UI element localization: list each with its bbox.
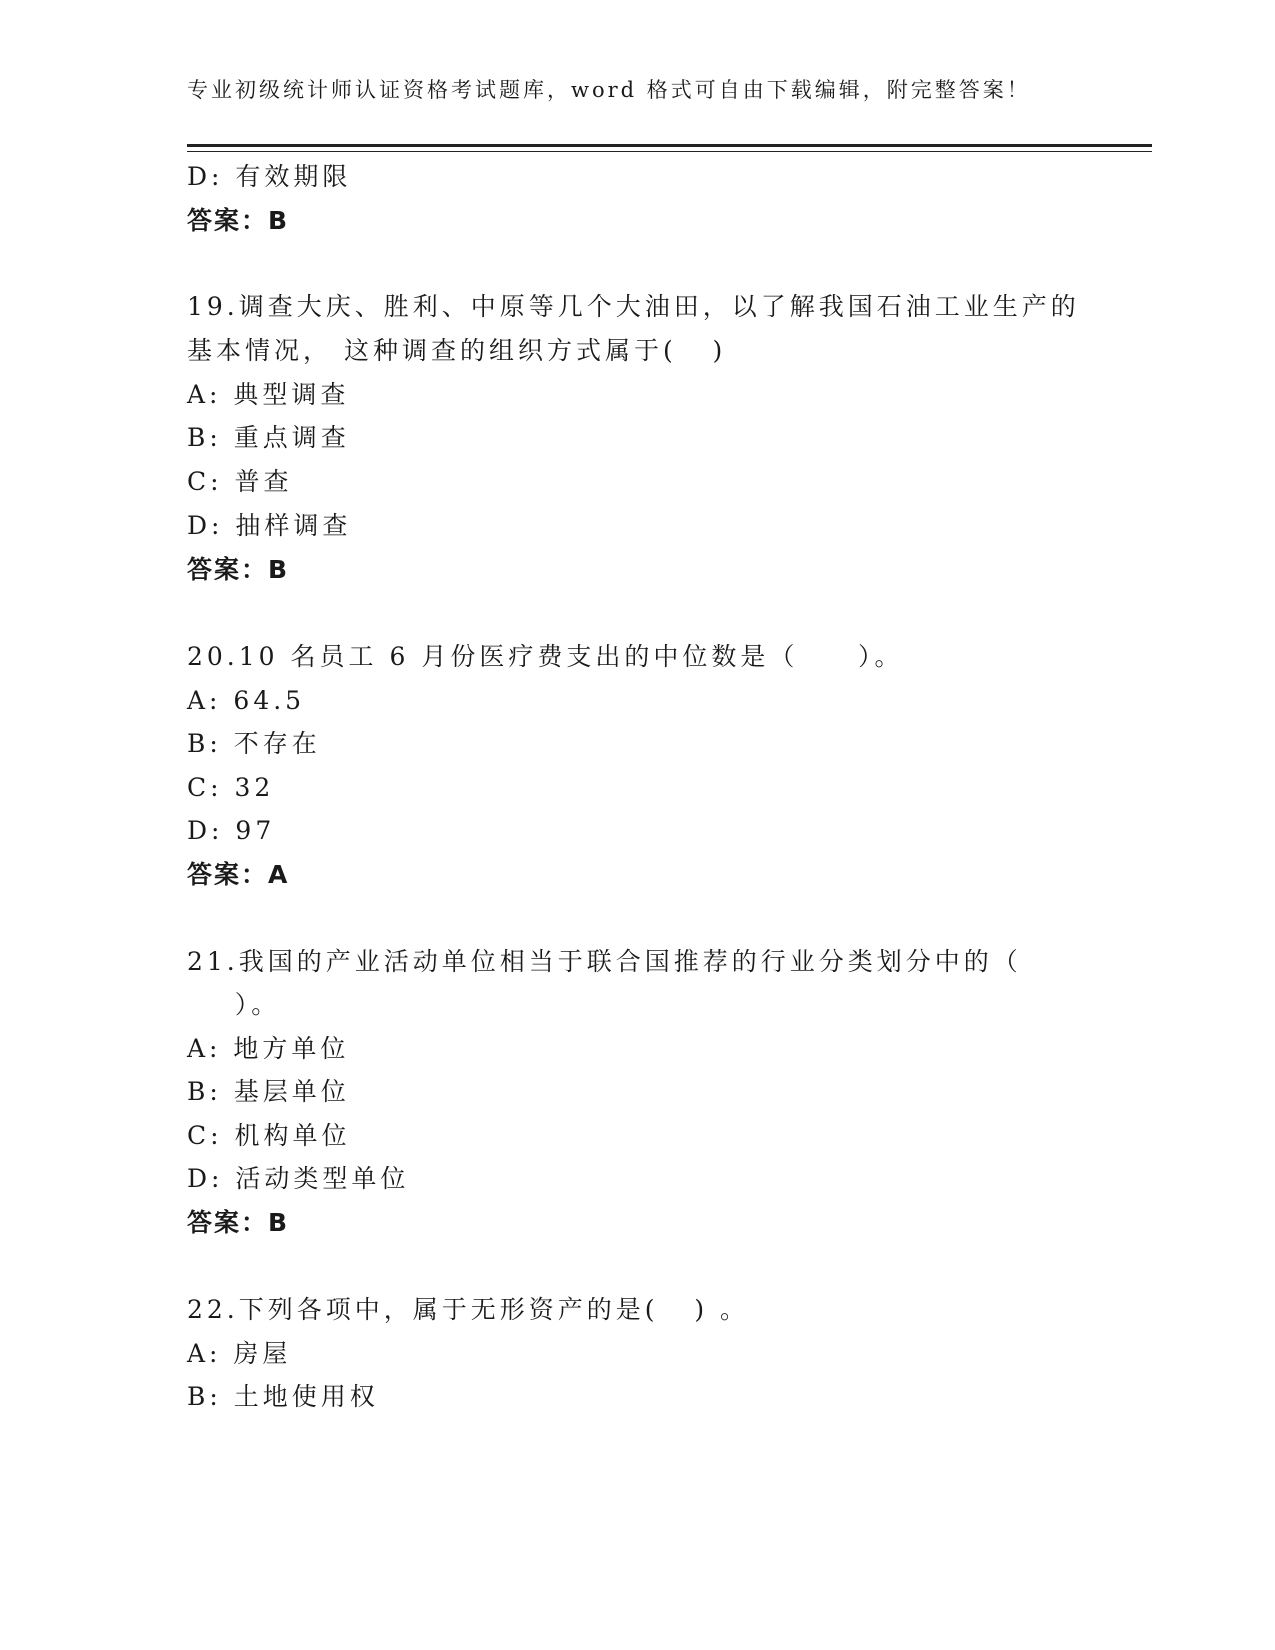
q19-option-c: C: 普查: [187, 467, 293, 496]
q19-option-d: D: 抽样调查: [187, 511, 352, 540]
q22-option-b: B: 土地使用权: [187, 1382, 379, 1411]
q20-option-d: D: 97: [187, 816, 276, 845]
prev-answer: 答案：B: [187, 206, 290, 235]
q19-stem-line2: 基本情况， 这种调查的组织方式属于( ): [187, 336, 727, 365]
q21-stem-line2: ）。: [187, 990, 281, 1019]
q20-stem: 20.10 名员工 6 月份医疗费支出的中位数是（ ）。: [187, 642, 904, 671]
q21-option-b: B: 基层单位: [187, 1077, 350, 1106]
q19-option-a: A: 典型调查: [187, 380, 350, 409]
q19-option-b: B: 重点调查: [187, 423, 350, 452]
header-rule-thin: [187, 151, 1152, 152]
q19-stem-line1: 19.调查大庆、胜利、中原等几个大油田，以了解我国石油工业生产的: [187, 292, 1080, 321]
q22-stem: 22.下列各项中，属于无形资产的是( ) 。: [187, 1295, 750, 1324]
q21-option-d: D: 活动类型单位: [187, 1164, 410, 1193]
q20-answer: 答案：A: [187, 860, 290, 889]
q20-option-a: A: 64.5: [187, 686, 306, 715]
q22-option-a: A: 房屋: [187, 1339, 292, 1368]
q21-stem-line1: 21.我国的产业活动单位相当于联合国推荐的行业分类划分中的（: [187, 947, 1022, 976]
q21-option-c: C: 机构单位: [187, 1121, 351, 1150]
header-rule-thick: [187, 144, 1152, 147]
q19-answer: 答案：B: [187, 555, 290, 584]
q21-option-a: A: 地方单位: [187, 1034, 350, 1063]
page-header: 专业初级统计师认证资格考试题库，word 格式可自由下载编辑，附完整答案！: [187, 78, 1031, 102]
q20-option-b: B: 不存在: [187, 729, 321, 758]
q21-answer: 答案：B: [187, 1208, 290, 1237]
q20-option-c: C: 32: [187, 773, 275, 802]
prev-option-d: D: 有效期限: [187, 162, 352, 191]
